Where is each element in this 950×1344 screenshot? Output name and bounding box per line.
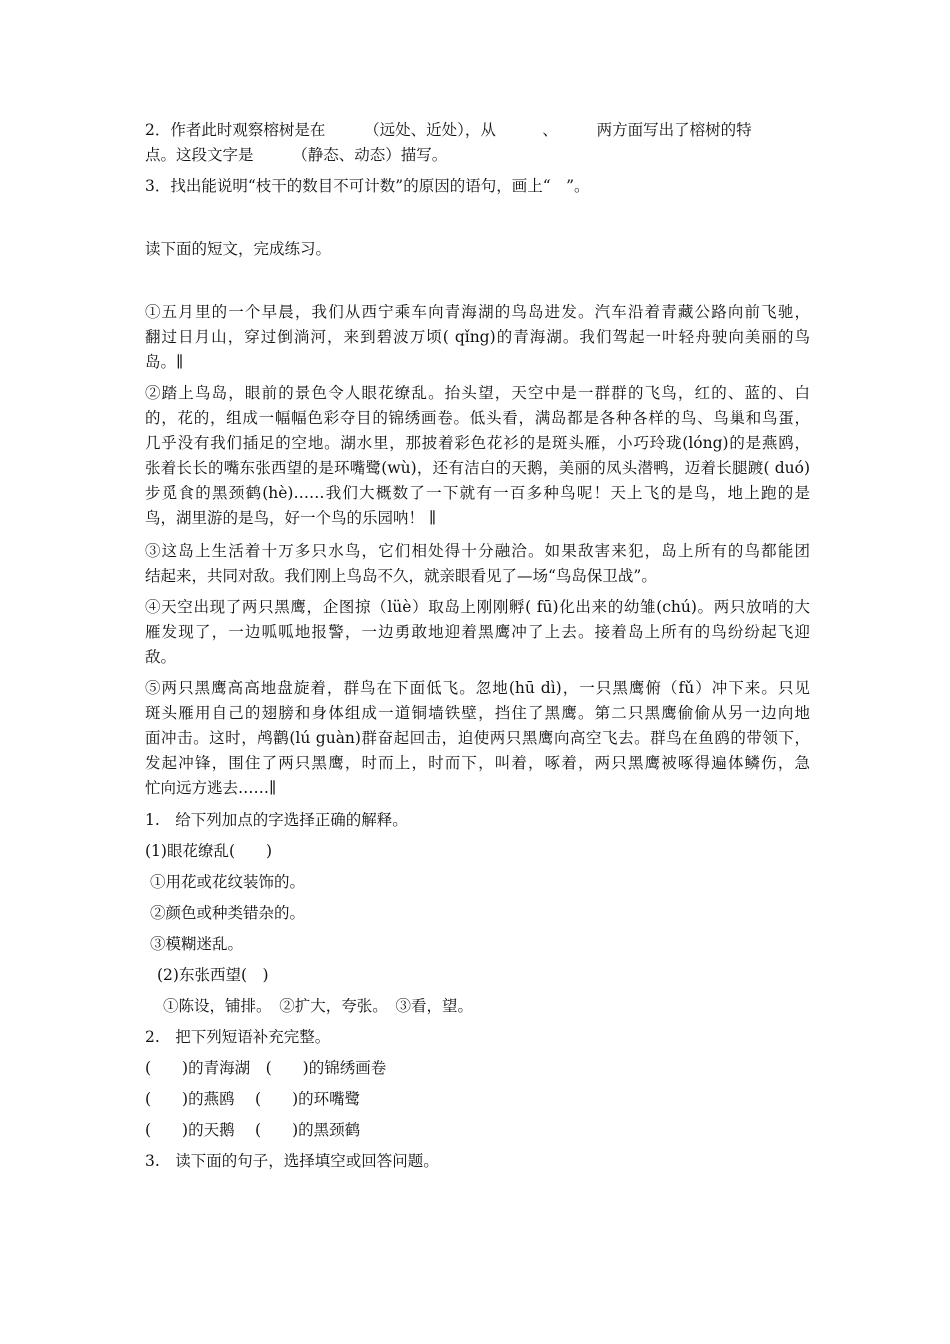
passage-p2-line: 鸟，湖里游的是鸟，好一个鸟的乐园呐！ ∥	[145, 509, 437, 527]
passage-p2-line: 的，花的，组成一幅幅色彩夺目的锦绣画卷。低头看，满岛都是各种各样的鸟、鸟巢和鸟蛋，	[145, 409, 810, 427]
passage-p1-line: 翻过日月山，穿过倒淌河，来到碧波万顷( qǐng)的青海湖。我们驾起一叶轻舟驶向美丽的鸟	[145, 328, 810, 346]
exercise-3: 3. 读下面的句子，选择填空或回答问题。	[145, 1152, 439, 1170]
passage-p5-line: 面冲击。这时，鸬鹳(lú guàn)群奋起回击，迫使两只黑鹰向高空飞去。群鸟在鱼鸥的带领下，	[145, 729, 810, 747]
passage-p4-line: ④天空出现了两只黑鹰，企图掠（lüè）取岛上刚刚孵( fū)化出来的幼雏(chú)。两只放哨的大	[145, 598, 810, 616]
passage-p4-line: 雁发现了，一边呱呱地报警，一边勇敢地迎着黑鹰冲了上去。接着岛上所有的鸟纷纷起飞迎	[145, 623, 810, 641]
exercise-1-item-2-options: ①陈设，铺排。 ②扩大，夸张。 ③看，望。	[163, 997, 474, 1015]
passage-p2-line: 张着长长的嘴东张西望的是环嘴鹭(wù)，还有洁白的天鹅，美丽的凤头潜鸭，迈着长腿踱( duó)	[145, 459, 810, 477]
exercise-1: 1. 给下列加点的字选择正确的解释。	[145, 811, 408, 829]
question-3: 3．找出能说明“枝干的数目不可计数”的原因的语句，画上“ ”。	[145, 177, 590, 195]
passage-p5-line: ⑤两只黑鹰高高地盘旋着，群鸟在下面低飞。忽地(hū dì)，一只黑鹰俯（fǔ）冲下来。只见	[145, 679, 810, 697]
passage-p3-line: 结起来，共同对敌。我们刚上鸟岛不久，就亲眼看见了—场“鸟岛保卫战”。	[145, 567, 657, 585]
exercise-2-row: ( )的青海湖 ( )的锦绣画卷	[145, 1059, 387, 1077]
exercise-1-option: ③模糊迷乱。	[150, 935, 244, 953]
exercise-1-item-1: (1)眼花缭乱( )	[145, 842, 273, 860]
question-2-line-2: 点。这段文字是 （静态、动态）描写。	[145, 146, 448, 164]
passage-p2-line: 步觅食的黑颈鹤(hè)……我们大概数了一下就有一百多种鸟呢！天上飞的是鸟，地上跑的是	[145, 484, 810, 502]
passage-p2-line: ②踏上鸟岛，眼前的景色令人眼花缭乱。抬头望，天空中是一群群的飞鸟，红的、蓝的、白	[145, 384, 810, 402]
passage-p5-line: 斑头雁用自己的翅膀和身体组成一道铜墙铁壁，挡住了黑鹰。第二只黑鹰偷偷从另一边向地	[145, 704, 810, 722]
passage-p3-line: ③这岛上生活着十万多只水鸟，它们相处得十分融洽。如果敌害来犯，岛上所有的鸟都能团	[145, 542, 810, 560]
passage-p1-line: 岛。∥	[145, 353, 184, 371]
exercise-2-row: ( )的燕鸥 ( )的环嘴鹭	[145, 1090, 361, 1108]
exercise-2: 2. 把下列短语补充完整。	[145, 1028, 331, 1046]
exercise-1-option: ①用花或花纹装饰的。	[150, 873, 306, 891]
exercise-1-option: ②颜色或种类错杂的。	[150, 904, 306, 922]
exercise-2-row: ( )的天鹅 ( )的黑颈鹤	[145, 1121, 361, 1139]
passage-p5-line: 忙向远方逃去……∥	[145, 779, 277, 797]
passage-p4-line: 敌。	[145, 648, 177, 666]
passage-p2-line: 几乎没有我们插足的空地。湖水里，那披着彩色花衫的是斑头雁，小巧玲珑(lóng)的是燕鸥，	[145, 434, 810, 452]
question-2-line-1: 2．作者此时观察榕树是在 （远处、近处），从 、 两方面写出了榕树的特	[145, 121, 752, 139]
passage-p1-line: ①五月里的一个早晨，我们从西宁乘车向青海湖的鸟岛进发。汽车沿着青藏公路向前飞驰，	[145, 303, 810, 321]
passage-p5-line: 发起冲锋，围住了两只黑鹰，时而上，时而下，叫着，啄着，两只黑鹰被啄得遍体鳞伤，急	[145, 754, 810, 772]
reading-instruction: 读下面的短文，完成练习。	[145, 240, 332, 258]
exercise-1-item-2: (2)东张西望( )	[157, 966, 269, 984]
